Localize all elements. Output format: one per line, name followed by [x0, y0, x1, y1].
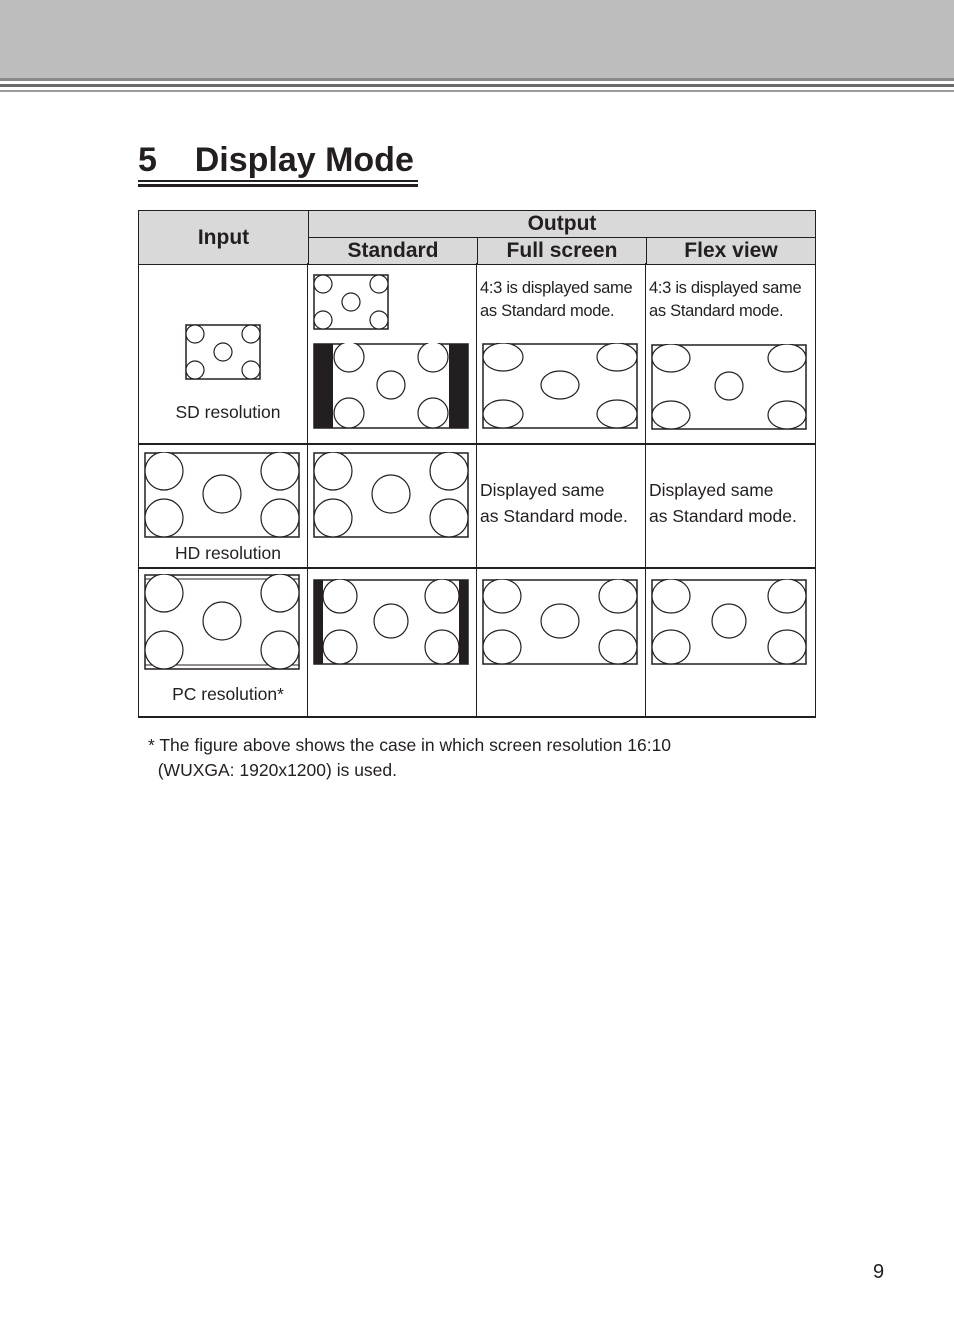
table-border — [138, 716, 816, 718]
sd-standard-pillarbox-screen-icon — [313, 343, 469, 429]
hd-full-screen-note-line2: as Standard mode. — [480, 506, 628, 526]
header-flex-view: Flex view — [646, 237, 816, 265]
page-number: 9 — [873, 1261, 885, 1283]
pc-full-screen-screen-icon — [482, 579, 638, 665]
header-input: Input — [138, 210, 309, 265]
sd-input-screen-icon — [185, 324, 261, 380]
header-rule — [0, 78, 954, 81]
pc-input-screen-icon — [144, 574, 300, 670]
row-divider — [138, 443, 816, 445]
table-border — [815, 263, 816, 718]
hd-flex-view-note-line2: as Standard mode. — [649, 506, 797, 526]
table-divider — [307, 263, 308, 718]
sd-full-screen-note-line2: as Standard mode. — [480, 302, 615, 320]
table-border — [138, 263, 139, 718]
table-divider — [476, 263, 477, 718]
row-label-hd: HD resolution — [174, 543, 282, 563]
footnote-line1: * The figure above shows the case in which screen resolution 16:10 — [148, 735, 672, 755]
row-divider — [138, 567, 816, 569]
header-full-screen: Full screen — [477, 237, 647, 265]
page-title: 5 Display Mode — [138, 141, 414, 179]
sd-standard-small-screen-icon — [313, 274, 389, 330]
hd-flex-view-note-line1: Displayed same — [649, 480, 774, 500]
header-rule — [0, 90, 954, 92]
pc-standard-pillarbox-screen-icon — [313, 579, 469, 665]
sd-flex-view-note-line1: 4:3 is displayed same — [649, 279, 802, 297]
header-band — [0, 0, 954, 78]
footnote — [148, 733, 671, 783]
row-label-pc: PC resolution* — [172, 684, 284, 704]
display-mode-table — [138, 210, 816, 718]
hd-full-screen-note-line1: Displayed same — [480, 480, 605, 500]
sd-full-screen-note-line1: 4:3 is displayed same — [480, 279, 633, 297]
row-label-sd: SD resolution — [175, 402, 281, 422]
table-divider — [645, 263, 646, 718]
sd-full-screen-screen-icon — [482, 343, 638, 429]
sd-flex-view-screen-icon — [651, 344, 807, 430]
title-underline — [138, 180, 418, 182]
pc-flex-view-screen-icon — [651, 579, 807, 665]
footnote-line2: (WUXGA: 1920x1200) is used. — [148, 760, 397, 780]
header-output: Output — [308, 210, 816, 238]
hd-standard-screen-icon — [313, 452, 469, 538]
hd-input-screen-icon — [144, 452, 300, 538]
header-standard: Standard — [308, 237, 478, 265]
title-underline — [138, 184, 418, 187]
header-rule — [0, 84, 954, 87]
sd-flex-view-note-line2: as Standard mode. — [649, 302, 784, 320]
